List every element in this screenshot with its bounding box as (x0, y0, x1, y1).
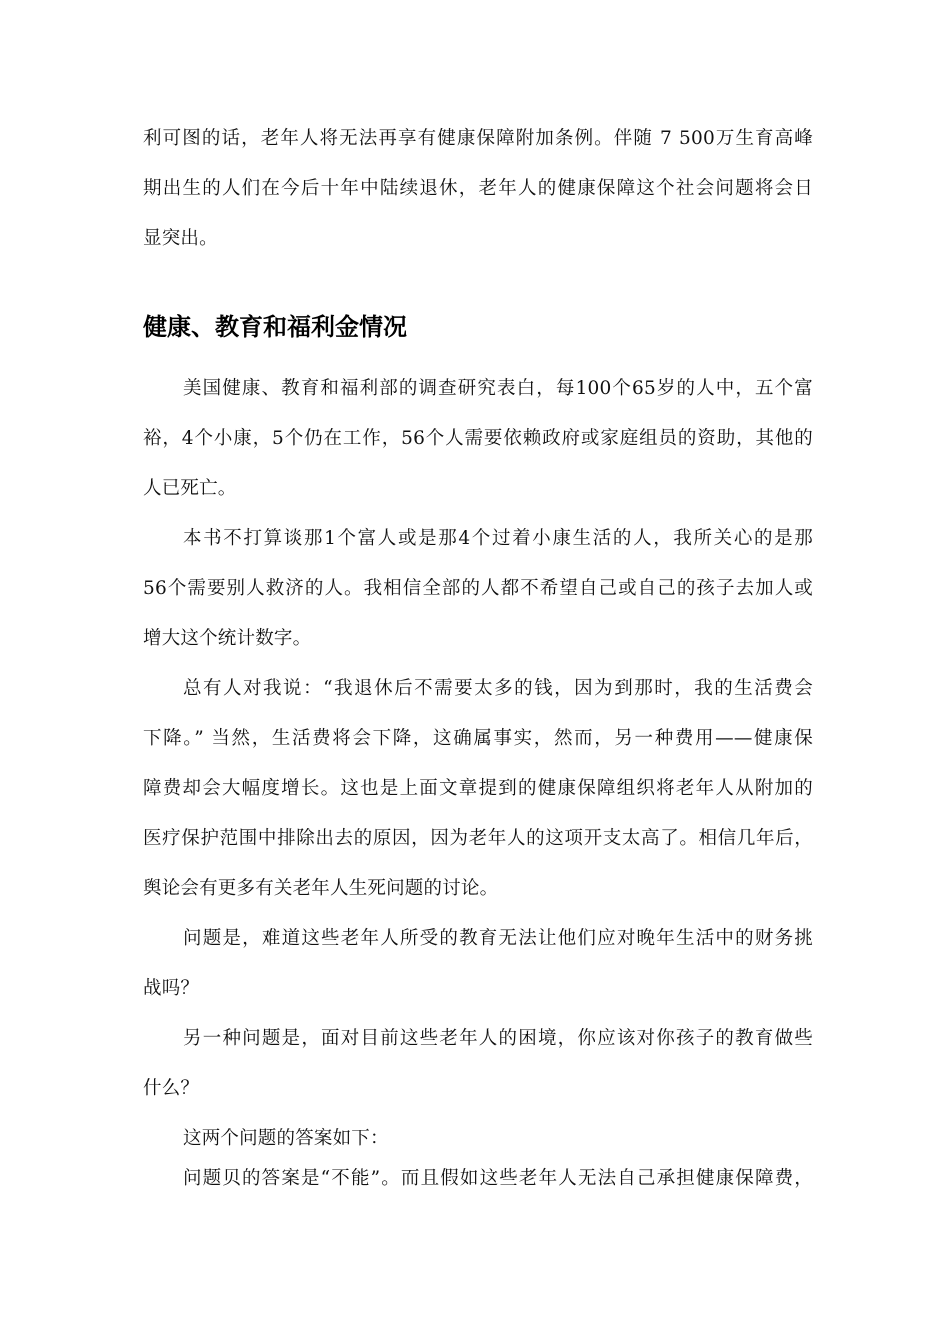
paragraph-5-line-1: 问题是，难道这些老年人所受的教育无法让他们应对晚年生活中的财务挑 (183, 928, 813, 949)
paragraph-7-line-1: 这两个问题的答案如下： (183, 1128, 389, 1149)
paragraph-5-line-2: 战吗？ (143, 978, 200, 999)
section-heading: 健康、教育和福利金情况 (143, 313, 407, 341)
paragraph-2-line-1: 美国健康、教育和福利部的调查研究表白，每100个65岁的人中，五个富 (183, 378, 813, 399)
paragraph-3-line-1: 本书不打算谈那1个富人或是那4个过着小康生活的人，我所关心的是那 (183, 528, 813, 549)
paragraph-2-line-3: 人已死亡。 (143, 478, 237, 499)
paragraph-4-line-4: 医疗保护范围中排除出去的原因，因为老年人的这项开支太高了。相信几年后， (143, 828, 813, 849)
paragraph-8-line-1: 问题贝的答案是“不能”。而且假如这些老年人无法自己承担健康保障费， (183, 1168, 813, 1189)
paragraph-3-line-2: 56个需要别人救济的人。我相信全部的人都不希望自己或自己的孩子去加人或 (143, 578, 813, 599)
paragraph-4-line-5: 舆论会有更多有关老年人生死问题的讨论。 (143, 878, 499, 899)
paragraph-6-line-2: 什么？ (143, 1078, 200, 1099)
paragraph-3-line-3: 增大这个统计数字。 (143, 628, 312, 649)
paragraph-1-line-1: 利可图的话，老年人将无法再享有健康保障附加条例。伴随 7 500万生育高峰 (143, 128, 813, 149)
paragraph-6-line-1: 另一种问题是，面对目前这些老年人的困境，你应该对你孩子的教育做些 (183, 1028, 813, 1049)
paragraph-2-line-2: 裕，4个小康，5个仍在工作，56个人需要依赖政府或家庭组员的资助，其他的 (143, 428, 813, 449)
paragraph-4-line-1: 总有人对我说：“我退休后不需要太多的钱，因为到那时，我的生活费会 (183, 678, 813, 699)
paragraph-1-line-2: 期出生的人们在今后十年中陆续退休，老年人的健康保障这个社会问题将会日 (143, 178, 813, 199)
paragraph-4-line-2: 下降。” 当然，生活费将会下降，这确属事实，然而，另一种费用——健康保 (143, 728, 813, 749)
paragraph-4-line-3: 障费却会大幅度增长。这也是上面文章提到的健康保障组织将老年人从附加的 (143, 778, 813, 799)
paragraph-1-line-3: 显突出。 (143, 228, 218, 249)
